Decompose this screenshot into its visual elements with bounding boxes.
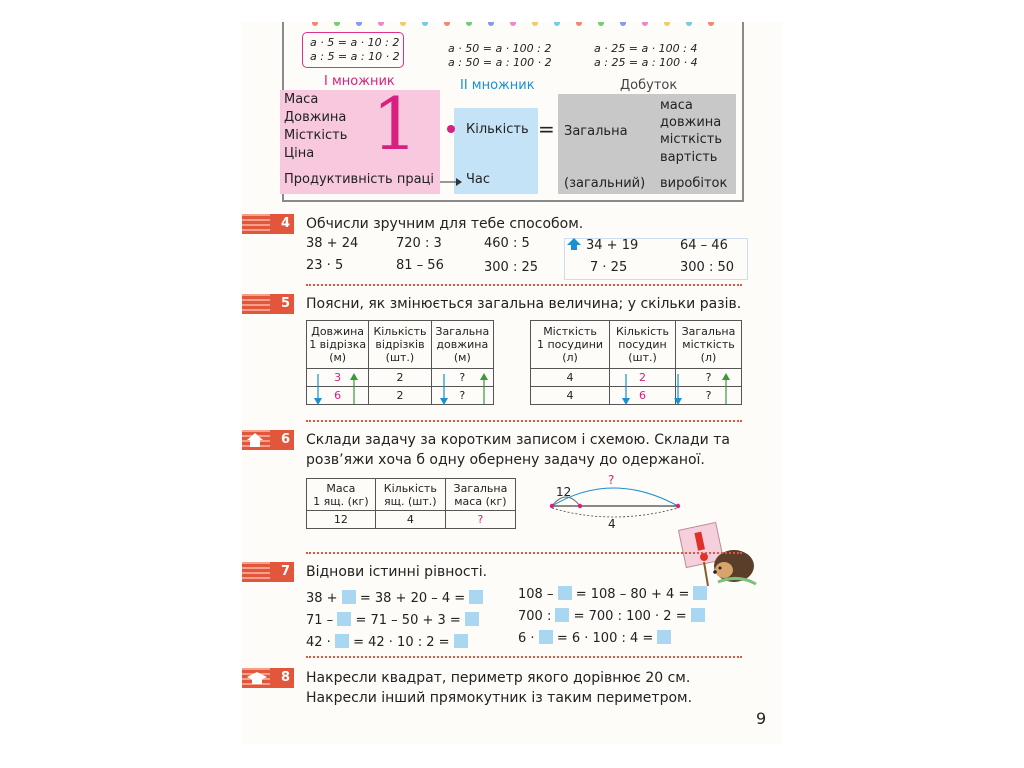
factor-length: Довжина: [284, 110, 347, 125]
blank-box: [335, 634, 349, 648]
product-capacity: місткість: [660, 132, 722, 147]
calc-4: 34 + 19: [586, 238, 639, 253]
exercise-8-line-1: Накресли квадрат, периметр якого дорівнює 20 см.: [306, 670, 691, 686]
blank-box: [558, 586, 572, 600]
time-label: Час: [466, 172, 491, 187]
exercise-6-line-2: розв’яжи хоча б одну обернену задачу до одержаної.: [306, 452, 705, 468]
divider: [306, 284, 742, 286]
change-arrows: [314, 372, 494, 406]
exercise-5-title: Поясни, як змінюється загальна величина; у скільки разів.: [306, 296, 742, 312]
calc-1: 38 + 24: [306, 236, 359, 251]
up-arrow-icon: [567, 238, 581, 250]
exercise-7-badge: 7: [242, 562, 294, 582]
divider: [306, 420, 742, 422]
table-cell: ?: [431, 387, 493, 405]
blank-box: [693, 586, 707, 600]
product-mass: маса: [660, 98, 693, 113]
table-cell: ?: [675, 387, 741, 405]
blank-box: [465, 612, 479, 626]
exercise-8-badge: 8: [242, 668, 294, 688]
calc-9: 7 · 25: [590, 260, 628, 275]
formula-2b: a : 50 = a : 100 · 2: [448, 56, 552, 69]
exercise-7-title: Віднови істинні рівності.: [306, 564, 488, 580]
equation-6: 6 · = 6 · 100 : 4 =: [518, 630, 671, 647]
exercise-4-badge: 4: [242, 214, 294, 234]
unit-one: 1: [372, 82, 418, 166]
calc-3: 460 : 5: [484, 236, 530, 251]
calc-2: 720 : 3: [396, 236, 442, 251]
calc-10: 300 : 50: [680, 260, 734, 275]
table-cell: 6: [307, 387, 369, 405]
formula-1b: a : 5 = a : 10 · 2: [310, 50, 400, 63]
arrow-right-icon: [440, 177, 462, 187]
output-label: виробіток: [660, 176, 728, 191]
table-cell: 4: [375, 511, 445, 529]
calc-7: 81 – 56: [396, 258, 444, 273]
equation-5: 700 : = 700 : 100 · 2 =: [518, 608, 705, 625]
change-arrows-2: [618, 372, 742, 406]
exercise-5-badge: 5: [242, 294, 294, 314]
blank-box: [691, 608, 705, 622]
segment-scheme: [542, 474, 692, 528]
formula-3a: a · 25 = a · 100 : 4: [594, 42, 698, 55]
blank-box: [539, 630, 553, 644]
table-cell: 2: [369, 387, 431, 405]
table-cell: 2: [610, 369, 676, 387]
table-cell: 4: [531, 387, 610, 405]
equation-4: 108 – = 108 – 80 + 4 =: [518, 586, 707, 603]
table-cell: 12: [307, 511, 376, 529]
header-first-factor: I множник: [324, 74, 395, 89]
table-cell: ?: [431, 369, 493, 387]
blank-box: [454, 634, 468, 648]
boxes-table: Маса 1 ящ. (кг) Кількість ящ. (шт.) Загальна маса (кг) 12 4 ?: [306, 478, 516, 529]
formula-2a: a · 50 = a · 100 : 2: [448, 42, 552, 55]
exercise-4-title: Обчисли зручним для тебе способом.: [306, 216, 584, 232]
productivity-label: Продуктивність праці: [284, 172, 435, 187]
table-cell: 3: [307, 369, 369, 387]
factor-mass: Маса: [284, 92, 319, 107]
blank-box: [337, 612, 351, 626]
table-cell: 6: [610, 387, 676, 405]
table-cell: 4: [531, 369, 610, 387]
equation-3: 42 · = 42 · 10 : 2 =: [306, 634, 468, 651]
blank-box: [555, 608, 569, 622]
scheme-label-12: 12: [556, 485, 572, 499]
calc-8: 300 : 25: [484, 260, 538, 275]
product-total: Загальна: [564, 124, 628, 139]
general-label: (загальний): [564, 176, 646, 191]
graduation-cap-icon: [246, 670, 268, 686]
page-number: 9: [756, 709, 767, 728]
blank-box: [657, 630, 671, 644]
multiply-dot: [447, 125, 455, 133]
product-length: довжина: [660, 115, 722, 130]
exercise-6-badge: 6: [242, 430, 294, 450]
header-second-factor: II множник: [460, 78, 535, 93]
table-cell: ?: [675, 369, 741, 387]
table-cell: ?: [445, 511, 515, 529]
hedgehog-illustration: [678, 514, 758, 588]
house-icon: [246, 432, 264, 448]
equals-sign: =: [538, 117, 555, 141]
calc-6: 23 · 5: [306, 258, 344, 273]
divider: [306, 656, 742, 658]
table-cell: 2: [369, 369, 431, 387]
divider: [306, 552, 742, 554]
scheme-label-question: ?: [608, 473, 615, 487]
formula-3b: a : 25 = a : 100 · 4: [594, 56, 698, 69]
header-product: Добуток: [620, 78, 678, 93]
exercise-6-line-1: Склади задачу за коротким записом і схемою. Склади та: [306, 432, 730, 448]
product-cost: вартість: [660, 150, 718, 165]
factor-price: Ціна: [284, 146, 315, 161]
formula-1a: a · 5 = a · 10 : 2: [310, 36, 400, 49]
factor-quantity: Кількість: [466, 122, 529, 137]
length-table: Довжина 1 відрізка (м) Кількість відрізків (шт.) Загальна довжина (м) 3 2 ? 6 2 ?: [306, 320, 494, 405]
equation-2: 71 – = 71 – 50 + 3 =: [306, 612, 479, 629]
equation-1: 38 + = 38 + 20 – 4 =: [306, 590, 483, 607]
exercise-8-line-2: Накресли інший прямокутник із таким периметром.: [306, 690, 693, 706]
blank-box: [469, 590, 483, 604]
scheme-label-4: 4: [608, 517, 616, 531]
capacity-table: Місткість 1 посудини (л) Кількість посудин (шт.) Загальна місткість (л) 4 2 ? 4 6 ?: [530, 320, 742, 405]
textbook-page: [242, 22, 782, 744]
calc-5: 64 – 46: [680, 238, 728, 253]
blank-box: [342, 590, 356, 604]
factor-capacity: Місткість: [284, 128, 348, 143]
